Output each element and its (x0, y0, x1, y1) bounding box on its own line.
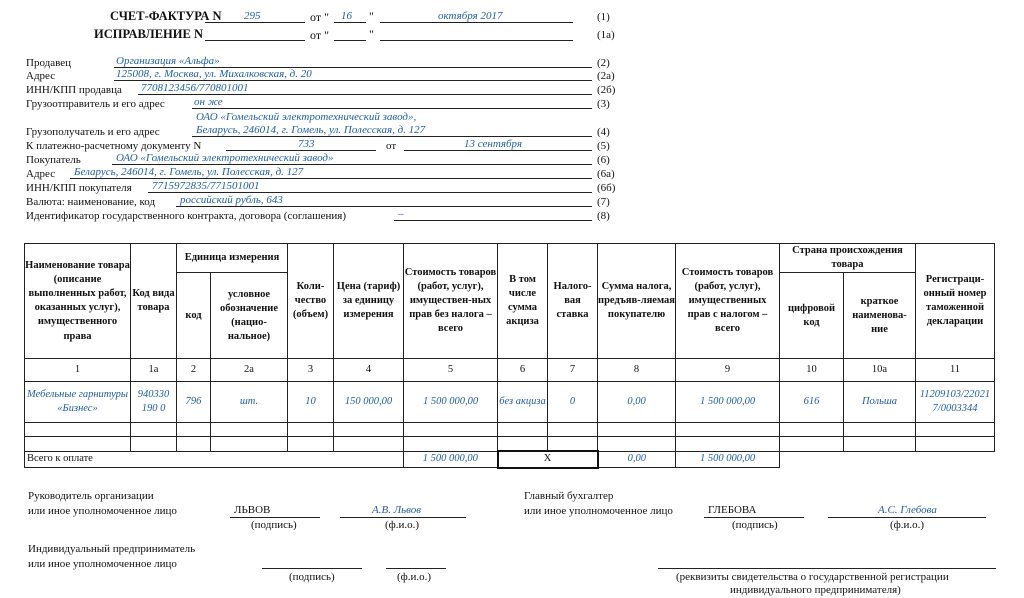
seller-inn-value: 7708123456/770801001 (141, 82, 249, 94)
header-price: Цена (тариф) за единицу измерения (334, 244, 404, 359)
cell-price: 150 000,00 (334, 382, 404, 423)
cell-country-code: 616 (780, 382, 844, 423)
chief-sign-caption: (подпись) (732, 519, 778, 531)
total-cost-with-tax: 1 500 000,00 (676, 451, 780, 467)
total-row (25, 451, 995, 467)
ip-registration-caption: (реквизиты свидетельства о государственной регистрации (676, 571, 949, 583)
col-number: 6 (498, 359, 548, 382)
cell-qty: 10 (288, 382, 334, 423)
seller-inn-code: (2б) (597, 84, 616, 96)
consignee-code: (4) (597, 126, 610, 138)
seller-address-code: (2а) (597, 70, 615, 82)
shipper-value: он же (194, 96, 223, 108)
header-cost-no-tax: Стоимость товаров (работ, услуг), имуществен-ных прав без налога – всего (404, 244, 498, 359)
header-unit-name: условное обозначение (нацио-нальное) (211, 273, 288, 359)
chief-accountant-label: Главный бухгалтер (524, 490, 614, 502)
buyer-inn-code: (6б) (597, 182, 616, 194)
buyer-address-value: Беларусь, 246014, г. Гомель, ул. Полесская, д. 127 (74, 166, 304, 178)
ip-fio-caption: (ф.и.о.) (397, 571, 432, 583)
head-label: Руководитель организации (28, 490, 154, 502)
payment-doc-from: от (386, 140, 397, 152)
header-excise: В том числе сумма акциза (498, 244, 548, 359)
header-kind-code: Код вида товара (131, 244, 177, 359)
ip-sign-caption: (подпись) (289, 571, 335, 583)
payment-doc-label: К платежно-расчетному документу N (26, 140, 202, 152)
cell-rate: 0 (548, 382, 598, 423)
header-rate: Налого-вая ставка (548, 244, 598, 359)
ip-label-2: или иное уполномоченное лицо (28, 558, 177, 570)
head-fio: А.В. Львов (372, 504, 422, 516)
invoice-code: (1) (597, 11, 610, 23)
correction-code: (1а) (597, 29, 615, 41)
header-unit-group: Единица измерения (177, 244, 288, 273)
buyer-code: (6) (597, 154, 610, 166)
seller-label: Продавец (26, 57, 72, 69)
seller-value: Организация «Альфа» (116, 55, 220, 67)
cell-declaration: 11209103/220217/0003344 (916, 382, 995, 423)
invoice-from-label: от " (310, 10, 329, 24)
invoice-month-year: октября 2017 (438, 10, 503, 22)
contract-id-label: Идентификатор государственного контракта, договора (соглашения) (26, 210, 347, 222)
header-country-name: краткое наименова-ние (844, 273, 916, 359)
chief-fio: А.С. Глебова (878, 504, 937, 516)
invoice-quote-close: " (369, 9, 374, 23)
cell-excise: без акциза (498, 382, 548, 423)
col-number: 2а (211, 359, 288, 382)
chief-accountant-label-2: или иное уполномоченное лицо (524, 505, 673, 517)
col-number: 7 (548, 359, 598, 382)
cell-unit-name: шт. (211, 382, 288, 423)
ip-registration-caption-2: индивидуального предпринимателя) (730, 584, 901, 596)
header-unit-code: код (177, 273, 211, 359)
payment-doc-date: 13 сентября (464, 138, 523, 150)
currency-code: (7) (597, 196, 610, 208)
col-number: 1а (131, 359, 177, 382)
buyer-label: Покупатель (26, 154, 81, 166)
col-number: 1 (25, 359, 131, 382)
header-declaration: Регистраци-онный номер таможенной декларации (916, 244, 995, 359)
head-label-2: или иное уполномоченное лицо (28, 505, 177, 517)
total-x: X (498, 451, 598, 467)
header-country-group: Страна происхождения товара (780, 244, 916, 273)
header-country-code: цифровой код (780, 273, 844, 359)
cell-unit-code: 796 (177, 382, 211, 423)
header-tax: Сумма налога, предъяв-ляемая покупателю (598, 244, 676, 359)
cell-cost-with-tax: 1 500 000,00 (676, 382, 780, 423)
seller-address-label: Адрес (26, 70, 56, 82)
header-name: Наименование товара (описание выполненных работ, оказанных услуг), имущественного права (25, 244, 131, 359)
total-cost-no-tax: 1 500 000,00 (404, 451, 498, 467)
col-number: 11 (916, 359, 995, 382)
head-fio-caption: (ф.и.о.) (385, 519, 420, 531)
payment-doc-code: (5) (597, 140, 610, 152)
ip-label: Индивидуальный предприниматель (28, 543, 196, 555)
col-number: 2 (177, 359, 211, 382)
head-sign-caption: (подпись) (251, 519, 297, 531)
col-number: 10 (780, 359, 844, 382)
buyer-inn-label: ИНН/КПП покупателя (26, 182, 132, 194)
currency-label: Валюта: наименование, код (26, 196, 156, 208)
correction-from-label: от " (310, 28, 329, 42)
col-number: 5 (404, 359, 498, 382)
consignee-value-line1: ОАО «Гомельский электротехнический завод», (196, 111, 417, 123)
col-number: 8 (598, 359, 676, 382)
seller-address-value: 125008, г. Москва, ул. Михалковская, д. 20 (116, 68, 312, 80)
cell-name: Мебельные гарнитуры «Бизнес» (25, 382, 131, 423)
header-qty: Коли-чество (объем) (288, 244, 334, 359)
col-number: 4 (334, 359, 404, 382)
chief-fio-caption: (ф.и.о.) (890, 519, 925, 531)
col-number: 9 (676, 359, 780, 382)
col-number: 10а (844, 359, 916, 382)
invoice-day: 16 (341, 10, 352, 22)
head-signature: ЛЬВОВ (234, 504, 271, 516)
buyer-address-code: (6а) (597, 168, 615, 180)
total-label: Всего к оплате (25, 451, 404, 467)
buyer-value: ОАО «Гомельский электротехнический завод» (116, 152, 334, 164)
col-number: 3 (288, 359, 334, 382)
buyer-address-label: Адрес (26, 168, 56, 180)
invoice-number: 295 (244, 10, 261, 22)
table-row (25, 382, 995, 423)
invoice-table (24, 243, 995, 469)
shipper-code: (3) (597, 98, 610, 110)
cell-kind-code: 940330 190 0 (131, 382, 177, 423)
invoice-title: СЧЕТ-ФАКТУРА N (110, 9, 222, 23)
cell-cost-no-tax: 1 500 000,00 (404, 382, 498, 423)
seller-inn-label: ИНН/КПП продавца (26, 84, 122, 96)
seller-code: (2) (597, 57, 610, 69)
chief-signature: ГЛЕБОВА (708, 504, 757, 516)
cell-country-name: Польша (844, 382, 916, 423)
correction-quote-close: " (369, 27, 374, 41)
consignee-label: Грузополучатель и его адрес (26, 126, 160, 138)
shipper-label: Грузоотправитель и его адрес (26, 98, 165, 110)
buyer-inn-value: 7715972835/771501001 (152, 180, 260, 192)
currency-value: российский рубль, 643 (180, 194, 283, 206)
consignee-value: Беларусь, 246014, г. Гомель, ул. Полесская, д. 127 (196, 124, 426, 136)
contract-id-code: (8) (597, 210, 610, 222)
cell-tax: 0,00 (598, 382, 676, 423)
correction-title: ИСПРАВЛЕНИЕ N (94, 27, 203, 41)
total-tax: 0,00 (598, 451, 676, 467)
header-cost-with-tax: Стоимость товаров (работ, услуг), имущественных прав с налогом – всего (676, 244, 780, 359)
payment-doc-number: 733 (298, 138, 315, 150)
contract-id-value: – (398, 208, 404, 220)
